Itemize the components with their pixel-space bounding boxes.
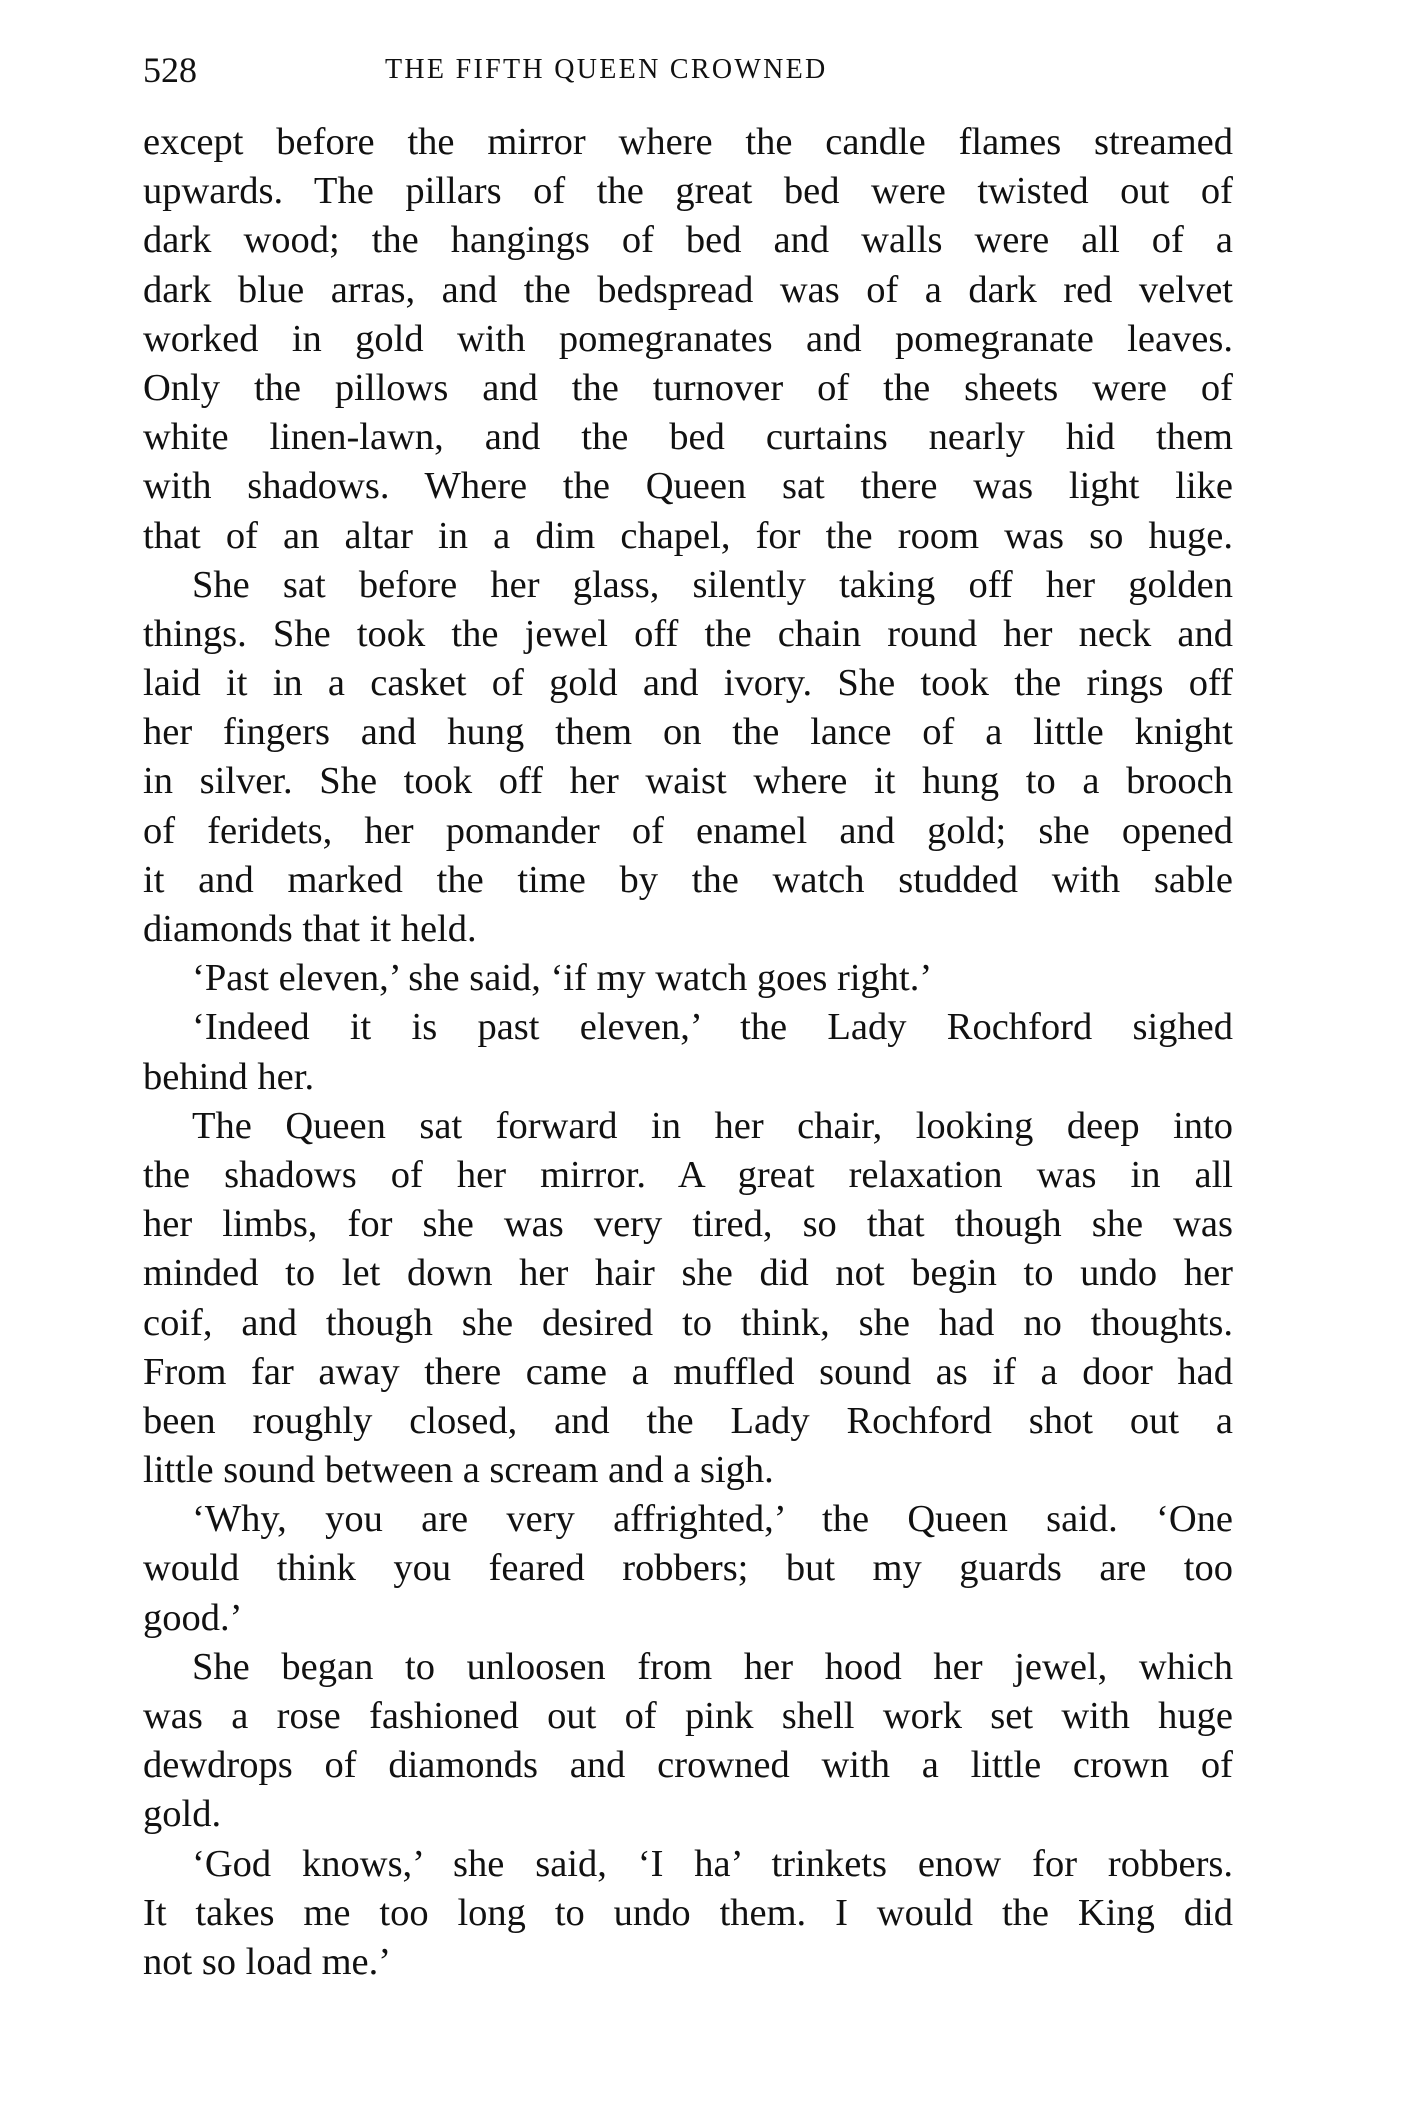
text-line: things. She took the jewel off the chain round her neck and (143, 612, 1233, 655)
text-line: was a rose fashioned out of pink shell work set with huge (143, 1695, 1233, 1737)
paragraph (143, 561, 1233, 955)
page-number: 528 (143, 50, 197, 90)
text-line: her limbs, for she was very tired, so that though she was (143, 1203, 1233, 1246)
text-line: white linen-lawn, and the bed curtains nearly hid them (143, 416, 1233, 459)
paragraph (143, 1495, 1233, 1643)
paragraph (143, 1840, 1233, 1988)
text-line: gold. (143, 1793, 222, 1836)
text-line: her fingers and hung them on the lance of a little knight (143, 711, 1233, 754)
text-line: upwards. The pillars of the great bed were twisted out of (143, 170, 1233, 213)
text-line: worked in gold with pomegranates and pomegranate leaves. (143, 317, 1233, 360)
text-line: good.’ (143, 1596, 243, 1639)
text-line: dewdrops of diamonds and crowned with a little crown of (143, 1744, 1233, 1787)
text-line: ‘Indeed it is past eleven,’ the Lady Rochford sighed (192, 1006, 1233, 1049)
text-line: She sat before her glass, silently taking off her golden (192, 563, 1233, 606)
text-line: coif, and though she desired to think, she had no thoughts. (143, 1301, 1233, 1344)
text-line: it and marked the time by the watch studded with sable (143, 858, 1233, 901)
text-line: of feridets, her pomander of enamel and gold; she opened (143, 809, 1233, 852)
paragraph (143, 1643, 1233, 1840)
running-head (143, 40, 1235, 100)
text-line: ‘Past eleven,’ she said, ‘if my watch goes right.’ (192, 957, 933, 1000)
text-line: little sound between a scream and a sigh. (143, 1449, 774, 1492)
text-line: in silver. She took off her waist where it hung to a brooch (143, 760, 1233, 803)
text-line: been roughly closed, and the Lady Rochford shot out a (143, 1399, 1233, 1442)
text-line: dark wood; the hangings of bed and walls were all of a (143, 219, 1233, 262)
text-line: not so load me.’ (143, 1940, 392, 1983)
running-title: THE FIFTH QUEEN CROWNED (385, 54, 828, 85)
text-line: The Queen sat forward in her chair, looking deep into (192, 1104, 1233, 1147)
paragraph (143, 954, 1233, 1003)
paragraph (143, 118, 1233, 561)
text-line: She began to unloosen from her hood her jewel, which (192, 1645, 1233, 1688)
text-line: except before the mirror where the candle flames streamed (143, 121, 1233, 163)
text-line: From far away there came a muffled sound as if a door had (143, 1350, 1233, 1393)
text-line: behind her. (143, 1055, 315, 1098)
body-text (143, 118, 1233, 1987)
text-line: It takes me too long to undo them. I would the King did (143, 1891, 1233, 1934)
paragraph (143, 1003, 1233, 1101)
text-line: minded to let down her hair she did not begin to undo her (143, 1252, 1233, 1295)
text-line: dark blue arras, and the bedspread was of a dark red velvet (143, 268, 1233, 311)
text-line: ‘God knows,’ she said, ‘I ha’ trinkets enow for robbers. (192, 1842, 1233, 1885)
text-line: the shadows of her mirror. A great relaxation was in all (143, 1153, 1233, 1196)
text-line: with shadows. Where the Queen sat there was light like (143, 465, 1233, 508)
text-line: laid it in a casket of gold and ivory. She took the rings off (143, 662, 1233, 705)
paragraph (143, 1102, 1233, 1496)
text-line: Only the pillows and the turnover of the sheets were of (143, 366, 1233, 409)
text-line: that of an altar in a dim chapel, for the room was so huge. (143, 514, 1233, 557)
text-line: would think you feared robbers; but my guards are too (143, 1547, 1233, 1590)
text-line: ‘Why, you are very affrighted,’ the Queen said. ‘One (192, 1498, 1233, 1541)
text-line: diamonds that it held. (143, 908, 477, 950)
